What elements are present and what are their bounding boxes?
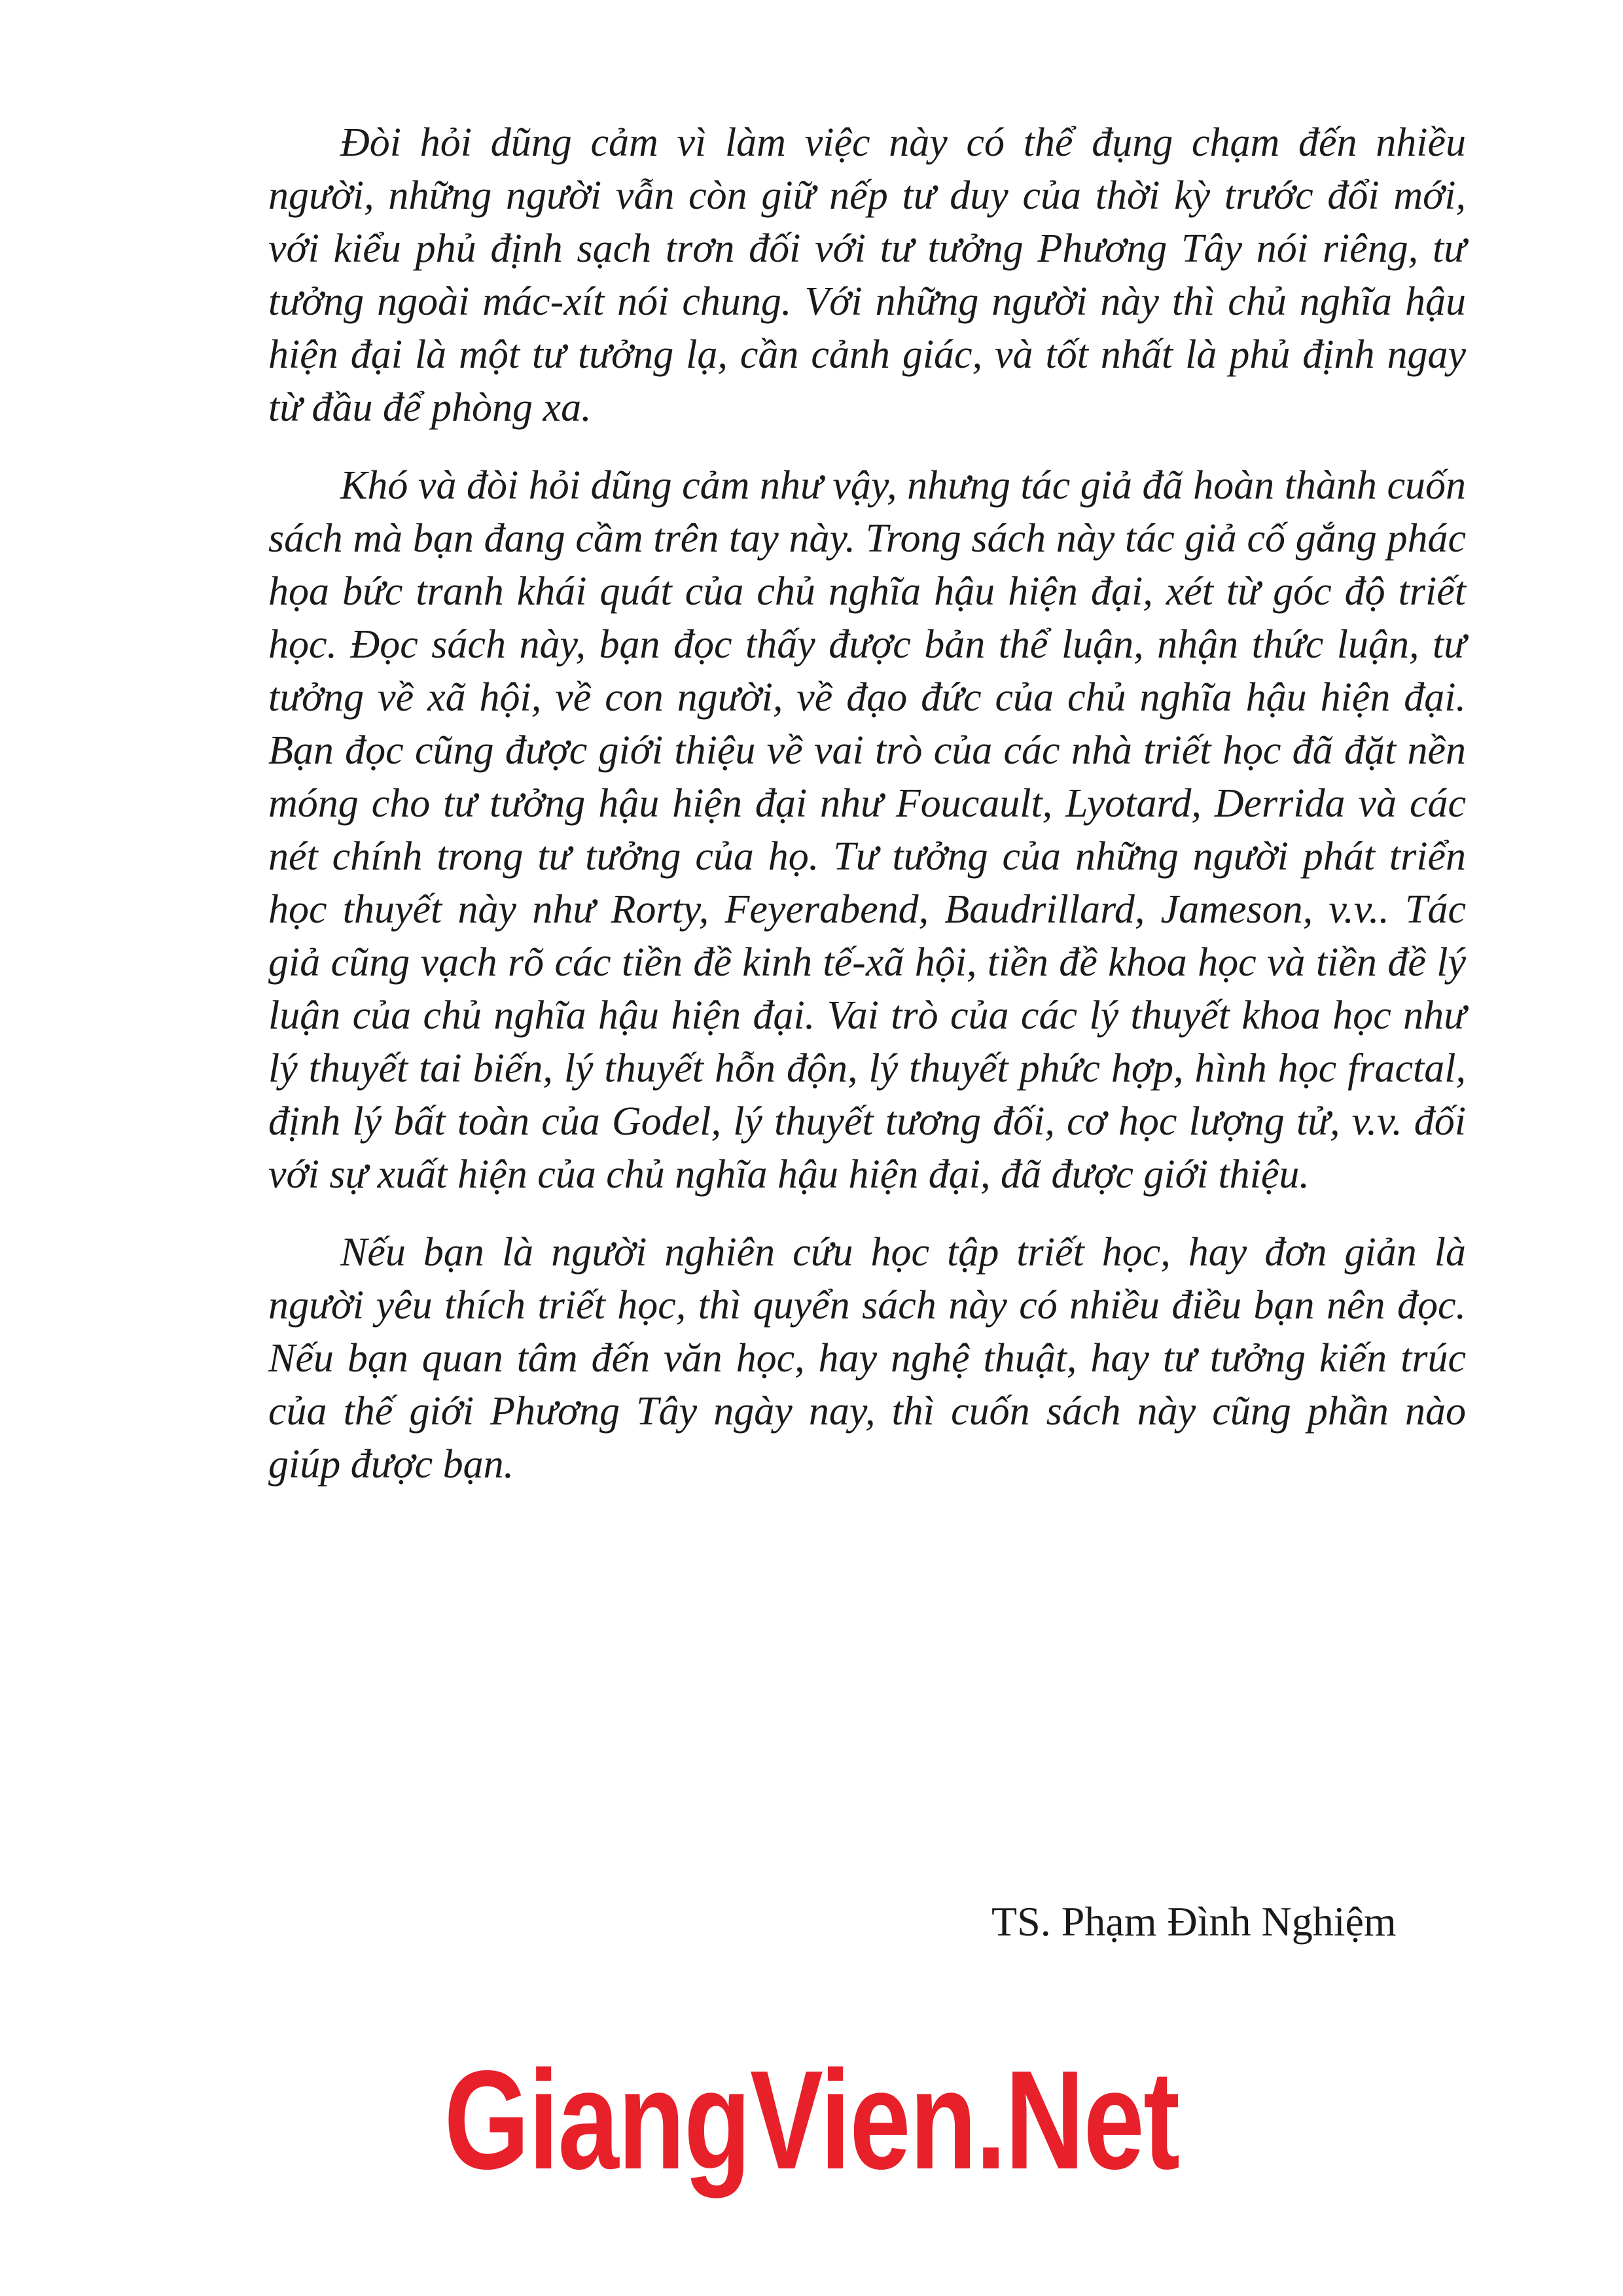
paragraph-3: Nếu bạn là người nghiên cứu học tập triết học, hay đơn giản là người yêu thích triết học, thì quyển sách này có nhiều điều bạn nên đọc. Nếu bạn quan tâm đến văn học, hay nghệ thuật, hay tư tưởng kiến trúc của thế giới Phương Tây ngày nay, thì cuốn sách này cũng phần nào giúp được bạn. [268,1230,1466,1487]
author-signature: TS. Phạm Đình Nghiệm [991,1898,1397,1945]
paragraph-1: Đòi hỏi dũng cảm vì làm việc này có thể đụng chạm đến nhiều người, những người vẫn còn giữ nếp tư duy của thời kỳ trước đổi mới, với kiểu phủ định sạch trơn đối với tư tưởng Phương Tây nói riêng, tư tưởng ngoài mác-xít nói chung. Với những người này thì chủ nghĩa hậu hiện đại là một tư tưởng lạ, cần cảnh giác, và tốt nhất là phủ định ngay từ đầu để phòng xa. [268,120,1466,430]
paragraph-2: Khó và đòi hỏi dũng cảm như vậy, nhưng tác giả đã hoàn thành cuốn sách mà bạn đang cầm trên tay này. Trong sách này tác giả cố gắng phác họa bức tranh khái quát của chủ nghĩa hậu hiện đại, xét từ góc độ triết học. Đọc sách này, bạn đọc thấy được bản thể luận, nhận thức luận, tư tưởng về xã hội, về con người, về đạo đức của chủ nghĩa hậu hiện đại. Bạn đọc cũng được giới thiệu về vai trò của các nhà triết học đã đặt nền móng cho tư tưởng hậu hiện đại như Foucault, Lyotard, Derrida và các nét chính trong tư tưởng của họ. Tư tưởng của những người phát triển học thuyết này như Rorty, Feyerabend, Baudrillard, Jameson, v.v.. Tác giả cũng vạch rõ các tiền đề kinh tế-xã hội, tiền đề khoa học và tiền đề lý luận của chủ nghĩa hậu hiện đại. Vai trò của các lý thuyết khoa học như lý thuyết tai biến, lý thuyết hỗn độn, lý thuyết phức hợp, hình học fractal, định lý bất toàn của Godel, lý thuyết tương đối, cơ học lượng tử, v.v. đối với sự xuất hiện của chủ nghĩa hậu hiện đại, đã được giới thiệu. [268,463,1466,1197]
body-text [268,116,1466,1516]
site-watermark: GiangVien.Net [444,2041,1179,2199]
